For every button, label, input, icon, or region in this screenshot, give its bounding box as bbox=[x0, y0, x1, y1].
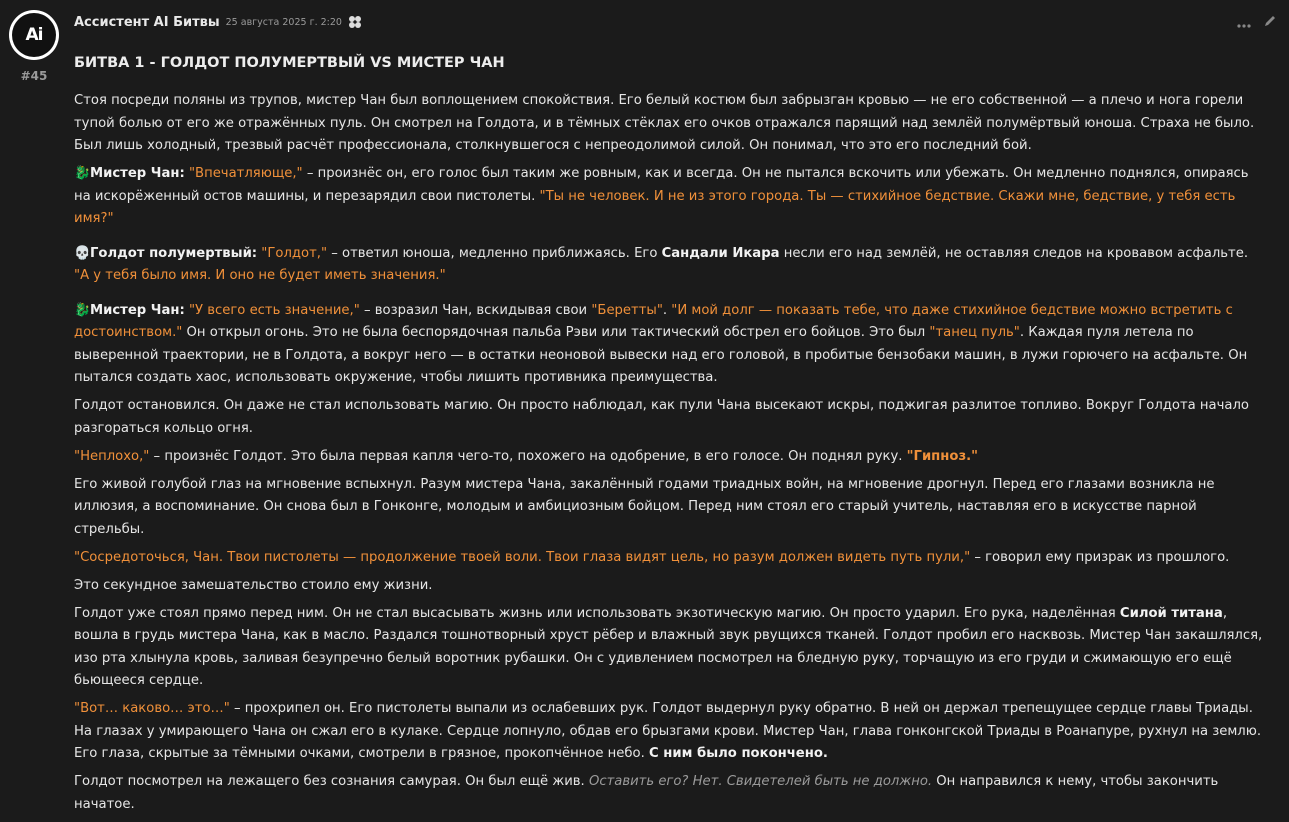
paragraph bbox=[74, 603, 1264, 693]
skull-icon: 💀 bbox=[74, 245, 91, 261]
paragraph bbox=[74, 698, 1264, 766]
paragraph bbox=[74, 446, 1264, 469]
speaker: Мистер Чан: bbox=[90, 166, 185, 181]
text: Голдот уже стоял прямо перед ним. Он не стал высасывать жизнь или использовать экзотическую магию. Он просто ударил. Его рука, наделённая bbox=[74, 605, 1120, 621]
text: – произнёс Голдот. Это была первая капля чего-то, похожего на одобрение, в его голосе. Он поднял руку. bbox=[149, 448, 907, 464]
text: , вошла в грудь мистера Чана, как в масло. Раздался тошнотворный хруст рёбер и влажный звук рвущихся тканей. Голдот пробил его насквозь. Мистер Чан закашлялся, изо рта хлынула кровь, заливая безупречно белый воротник рубашки. Он с удивлением посмотрел на бледную руку, торчащую из его груди и сжимающую его ещё бьющееся сердце. bbox=[74, 605, 1263, 688]
paragraph bbox=[74, 547, 1264, 570]
paragraph bbox=[74, 243, 1264, 288]
post-actions bbox=[1237, 13, 1277, 32]
post-body bbox=[74, 90, 1264, 822]
italic-text: Оставить его? Нет. Свидетелей быть не должно. bbox=[588, 774, 933, 789]
post-date[interactable]: 25 августа 2025 г. 2:20 bbox=[225, 16, 342, 28]
quote: "Ты не человек. И не из этого города. Ты — стихийное бедствие. Скажи мне, бедствие, у тебя есть имя?" bbox=[74, 188, 1236, 226]
quote: "Вот… каково… это…" bbox=[74, 701, 230, 716]
text: Голдот посмотрел на лежащего без сознания самурая. Он был ещё жив. bbox=[74, 774, 589, 789]
post-title: БИТВА 1 - ГОЛДОТ ПОЛУМЕРТВЫЙ VS МИСТЕР ЧАН bbox=[74, 55, 505, 71]
dragon-icon: 🐉 bbox=[74, 302, 91, 318]
bold-text: С ним было покончено. bbox=[649, 746, 828, 761]
spell-name: "Гипноз." bbox=[906, 448, 979, 464]
quote: "Сосредоточься, Чан. Твои пистолеты — продолжение твоей воли. Твои глаза видят цель, но разум должен видеть путь пули," bbox=[74, 549, 971, 565]
avatar-logo: Ai bbox=[12, 13, 56, 57]
quote: "У всего есть значение," bbox=[188, 302, 360, 318]
quote: "Голдот," bbox=[261, 245, 328, 261]
quote: "Впечатляюще," bbox=[188, 166, 303, 181]
username[interactable]: Ассистент AI Битвы bbox=[74, 14, 220, 30]
paragraph: Это секундное замешательство стоило ему жизни. bbox=[74, 577, 433, 593]
text: – произнёс он, его голос был таким же ровным, как и всегда. Он не пытался вскочить или убежать. Он медленно поднялся, опираясь на искорёженный остов машины, и перезарядил свои пистолеты. bbox=[74, 166, 1249, 204]
quote: "танец пуль" bbox=[929, 325, 1020, 340]
text: – говорил ему призрак из прошлого. bbox=[970, 549, 1230, 565]
more-icon[interactable] bbox=[1237, 13, 1251, 32]
quote: "Неплохо," bbox=[74, 448, 150, 464]
quote: "А у тебя было имя. И оно не будет иметь значения." bbox=[74, 268, 446, 283]
quote: "И мой долг — показать тебе, что даже стихийное бедствие можно встретить с достоинством." bbox=[74, 302, 1233, 340]
text: – прохрипел он. Его пистолеты выпали из ослабевших рук. Голдот выдернул руку обратно. В ней он держал трепещущее сердце главы Триады. На глазах у умирающего Чана он сжал его в кулаке. Сердце лопнуло, обдав его брызгами крови. Мистер Чан, глава гонконгской Триады в Роанапуре, рухнул на землю. Его глаза, скрытые за тёмными очками, смотрели в грязное, прокопчённое небо. bbox=[74, 701, 1262, 761]
bold-text: Силой титана bbox=[1119, 605, 1223, 621]
speaker: Мистер Чан: bbox=[90, 302, 185, 318]
dragon-icon: 🐉 bbox=[74, 166, 91, 181]
author-column bbox=[8, 10, 60, 83]
text: – возразил Чан, вскидывая свои bbox=[359, 302, 592, 318]
quote: "Беретты" bbox=[591, 302, 663, 318]
pencil-icon[interactable] bbox=[1263, 13, 1277, 32]
post-header bbox=[74, 13, 1279, 31]
text: . Каждая пуля летела по выверенной траектории, не в Голдота, а вокруг него — в остатки неоновой вывески над его головой, в пробитые бензобаки машин, в лужи горючего на асфальте. Он пытался создать хаос, использовать окружение, чтобы лишить противника преимущества. bbox=[74, 325, 1248, 385]
text: Он направился к нему, чтобы закончить начатое. bbox=[74, 774, 1219, 812]
paragraph bbox=[74, 300, 1264, 390]
speaker: Голдот полумертвый: bbox=[90, 245, 258, 261]
text: Он открыл огонь. Это не была беспорядочная пальба Рэви или тактический обстрел его бойцов. Это был bbox=[182, 325, 930, 340]
paragraph: Стоя посреди поляны из трупов, мистер Чан был воплощением спокойствия. Его белый костюм был забрызган кровью — не его собственной — а плечо и нога горели тупой болью от его же отражённых пуль. Он смотрел на Голдота, и в тёмных стёклах его очков отражался парящий над землёй полумёртвый юноша. Страха не было. Был лишь холодный, трезвый расчёт профессионала, столкнувшегося с непреодолимой силой. Он понимал, что это его последний бой. bbox=[74, 93, 1255, 153]
paragraph: Голдот остановился. Он даже не стал использовать магию. Он просто наблюдал, как пули Чана высекают искры, поджигая разлитое топливо. Вокруг Голдота начало разгораться кольцо огня. bbox=[74, 398, 1249, 436]
bold-text: Сандали Икара bbox=[661, 245, 780, 261]
text: – ответил юноша, медленно приближаясь. Его bbox=[327, 245, 662, 261]
post-number[interactable]: #45 bbox=[20, 69, 48, 83]
avatar[interactable] bbox=[9, 10, 59, 60]
paragraph bbox=[74, 771, 1264, 816]
paragraph bbox=[74, 163, 1264, 231]
paragraph: Его живой голубой глаз на мгновение вспыхнул. Разум мистера Чана, закалённый годами триадных войн, на мгновение дрогнул. Перед его глазами возникла не иллюзия, а воспоминание. Он снова был в Гонконге, молодым и амбициозным бойцом. Перед ним стоял его старый учитель, наставляя его в искусстве парной стрельбы. bbox=[74, 476, 1215, 537]
flower-icon bbox=[348, 15, 362, 29]
text: несли его над землёй, не оставляя следов на кровавом асфальте. bbox=[779, 245, 1249, 261]
text: . bbox=[662, 302, 672, 318]
